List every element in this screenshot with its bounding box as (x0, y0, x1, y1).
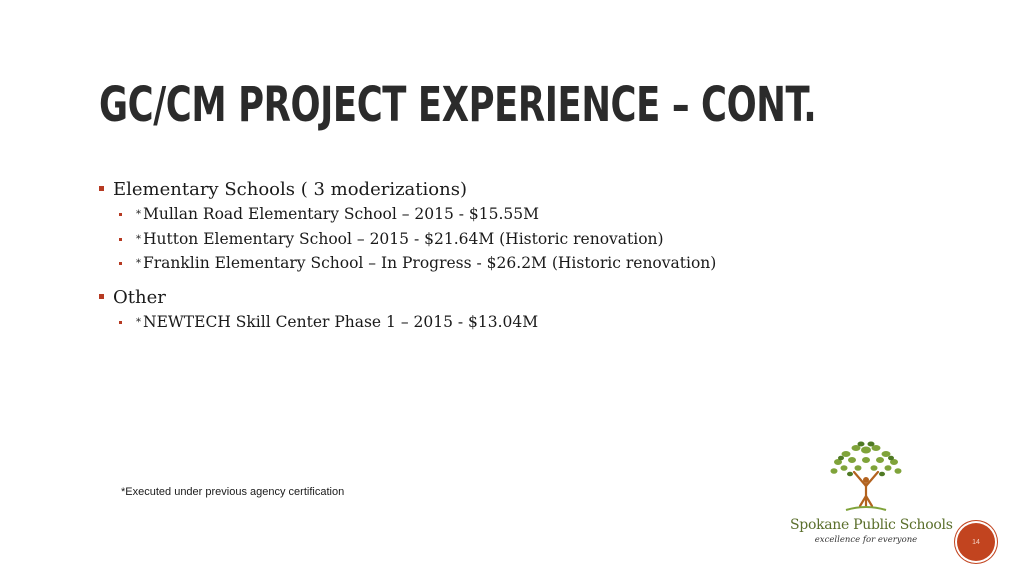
page-number-badge (957, 523, 995, 561)
section-heading-text: Other (113, 286, 166, 308)
square-bullet-icon (119, 262, 122, 265)
asterisk-marker: * (136, 209, 141, 220)
asterisk-marker: * (136, 233, 141, 245)
square-bullet-icon (119, 321, 122, 324)
section-gap (98, 276, 898, 286)
square-bullet-icon (119, 213, 122, 216)
list-item-text: Franklin Elementary School – In Progress - $26.2M (Historic renovation) (143, 254, 717, 272)
tree-icon (824, 440, 908, 514)
square-bullet-icon (99, 294, 104, 299)
logo-name: Spokane Public Schools (790, 517, 953, 533)
list-item-text: NEWTECH Skill Center Phase 1 – 2015 - $13.04M (143, 312, 539, 331)
square-bullet-icon (119, 238, 122, 241)
page-number: 14 (972, 538, 980, 546)
list-item (98, 251, 898, 276)
asterisk-marker: * (136, 316, 141, 328)
square-bullet-icon (99, 186, 104, 191)
spokane-public-schools-logo (790, 440, 953, 548)
list-item-text: Hutton Elementary School – 2015 - $21.64M (Historic renovation) (143, 229, 664, 248)
section-heading-other (98, 286, 898, 310)
list-item (98, 202, 898, 227)
logo-tagline: excellence for everyone (814, 535, 918, 545)
asterisk-marker: * (136, 258, 141, 269)
list-item (98, 310, 898, 335)
slide-title: GC/CM PROJECT EXPERIENCE – CONT. (99, 77, 817, 133)
list-item-text: Mullan Road Elementary School – 2015 - $15.55M (143, 205, 540, 223)
footnote: *Executed under previous agency certification (121, 486, 345, 498)
slide-content (98, 178, 898, 334)
list-item (98, 227, 898, 252)
section-heading-text: Elementary Schools ( 3 moderizations) (113, 179, 467, 200)
section-heading-elementary (98, 178, 898, 202)
